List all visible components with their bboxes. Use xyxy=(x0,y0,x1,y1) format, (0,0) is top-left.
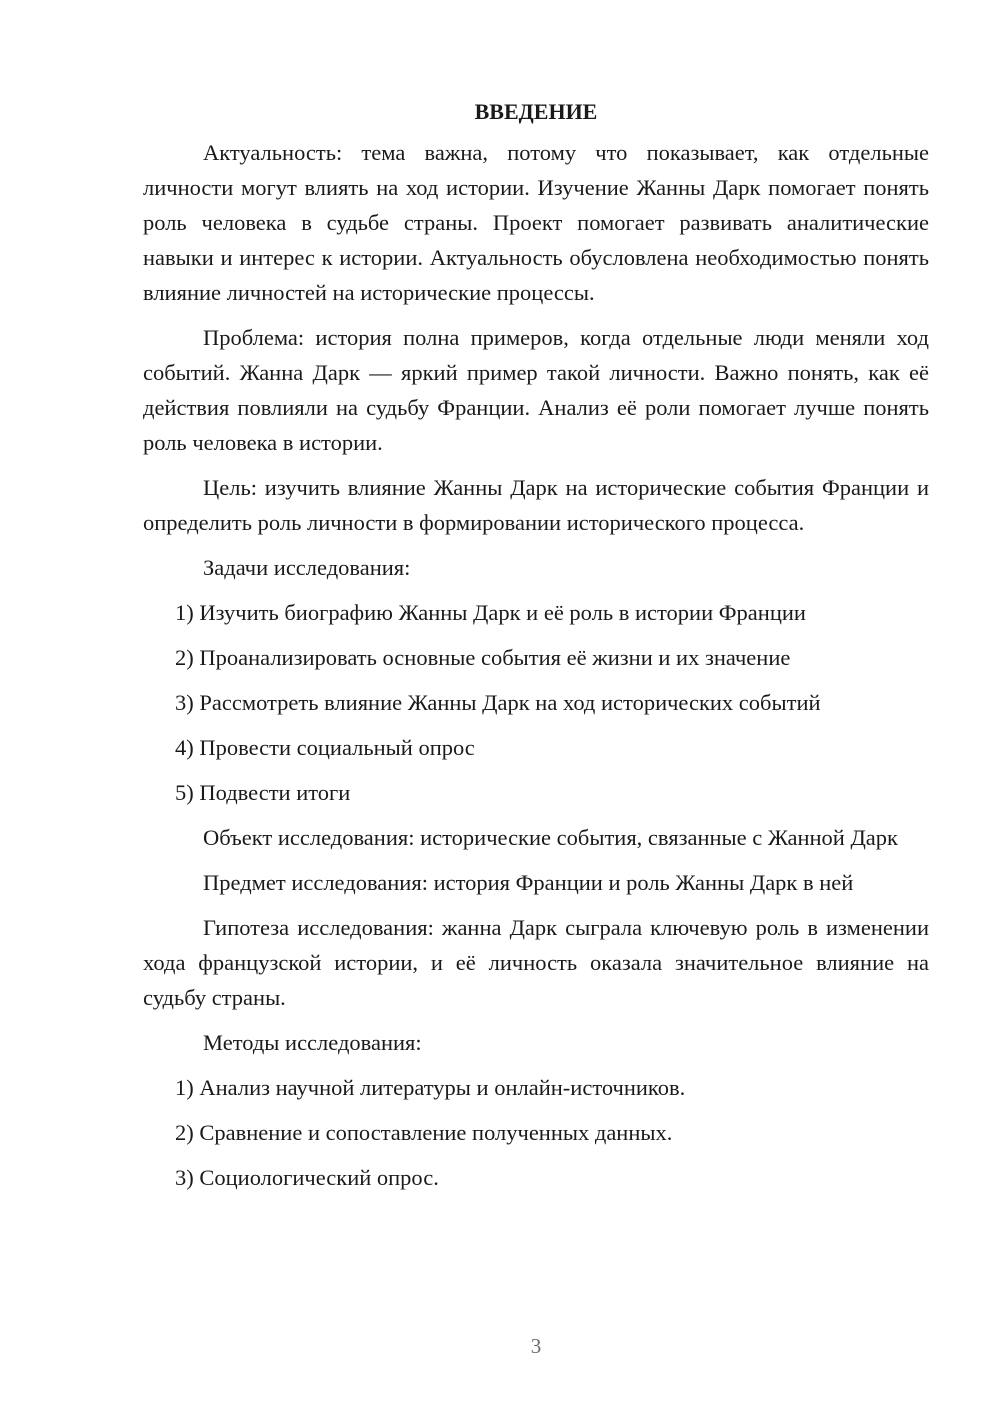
hypothesis-paragraph: Гипотеза исследования: жанна Дарк сыграла ключевую роль в изменении хода французской истории, и её личность оказала значительное влияние на судьбу страны. xyxy=(143,915,929,1010)
list-item: 5) Подвести итоги xyxy=(175,780,351,805)
list-item: 4) Провести социальный опрос xyxy=(175,735,475,760)
tasks-list xyxy=(143,595,929,810)
page-content xyxy=(143,97,929,1205)
problem-paragraph: Проблема: история полна примеров, когда отдельные люди меняли ход событий. Жанна Дарк — яркий пример такой личности. Важно понять, как её действия повлияли на судьбу Франции. Анализ её роли помогает лучше понять роль человека в истории. xyxy=(143,325,929,455)
page-number: 3 xyxy=(530,1334,542,1358)
object-paragraph: Объект исследования: исторические события, связанные с Жанной Дарк xyxy=(203,825,898,850)
section-heading: ВВЕДЕНИЕ xyxy=(474,99,598,124)
list-item: 2) Сравнение и сопоставление полученных данных. xyxy=(175,1120,673,1145)
list-item: 3) Рассмотреть влияние Жанны Дарк на ход исторических событий xyxy=(175,690,821,715)
list-item: 1) Изучить биографию Жанны Дарк и её роль в истории Франции xyxy=(175,600,806,625)
list-item: 3) Социологический опрос. xyxy=(175,1165,439,1190)
tasks-title: Задачи исследования: xyxy=(203,555,411,580)
relevance-paragraph: Актуальность: тема важна, потому что показывает, как отдельные личности могут влиять на ход истории. Изучение Жанны Дарк помогает понять роль человека в судьбе страны. Проект помогает развивать аналитические навыки и интерес к истории. Актуальность обусловлена необходимостью понять влияние личностей на исторические процессы. xyxy=(143,140,929,305)
subject-paragraph: Предмет исследования: история Франции и роль Жанны Дарк в ней xyxy=(203,870,854,895)
list-item: 2) Проанализировать основные события её жизни и их значение xyxy=(175,645,791,670)
goal-paragraph: Цель: изучить влияние Жанны Дарк на исторические события Франции и определить роль личности в формировании исторического процесса. xyxy=(143,475,929,535)
methods-title: Методы исследования: xyxy=(203,1030,422,1055)
methods-list xyxy=(143,1070,929,1195)
list-item: 1) Анализ научной литературы и онлайн-источников. xyxy=(175,1075,686,1100)
